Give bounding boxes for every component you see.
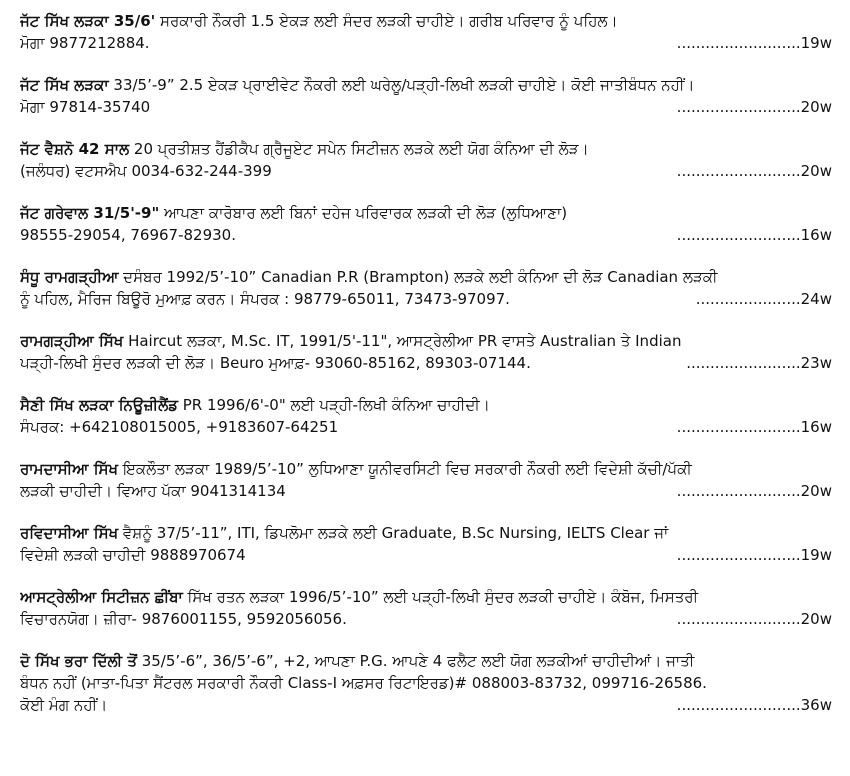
ad-11: [20, 650, 832, 730]
ad-heading: ਸੰਧੂ ਰਾਮਗੜ੍ਹੀਆ: [20, 268, 119, 286]
ad-heading: ਰਾਮਗੜ੍ਹੀਆ ਸਿੱਖ: [20, 332, 124, 350]
ad-last-line: [20, 96, 832, 118]
ad-heading: ਸੈਣੀ ਸਿੱਖ ਲੜਕਾ ਨਿਊਜ਼ੀਲੈਂਡ: [20, 396, 178, 414]
ad-text: ਦਸੰਬਰ 1992/5’-10” Canadian P.R (Brampton) ਲੜਕੇ ਲਈ ਕੰਨਿਆ ਦੀ ਲੋੜ Canadian ਲੜਕੀ: [118, 268, 718, 286]
ad-line: [20, 394, 832, 416]
ad-7: [20, 394, 832, 458]
ad-last-line: [20, 288, 832, 310]
ad-last-line: [20, 608, 832, 630]
ad-text: ਵਿਚਾਰਨਯੋਗ। ਜ਼ੀਰਾ- 9876001155, 9592056056.: [20, 610, 347, 628]
ad-line: [20, 458, 832, 480]
ad-text: 35/5’-6”, 36/5’-6”, +2, ਆਪਣਾ P.G. ਆਪਣੇ 4 ਫਲੈਟ ਲਈ ਯੋਗ ਲੜਕੀਆਂ ਚਾਹੀਦੀਆਂ। ਜਾਤੀ: [136, 652, 695, 670]
ad-8: [20, 458, 832, 522]
ad-text: ਲੜਕੀ ਚਾਹੀਦੀ। ਵਿਆਹ ਪੱਕਾ 9041314134: [20, 482, 286, 500]
ad-text: 98555-29054, 76967-82930.: [20, 226, 236, 244]
ad-3: [20, 138, 832, 202]
ad-rate: ......................24w: [695, 290, 832, 308]
ad-6: [20, 330, 832, 394]
ad-rate: ..........................20w: [676, 98, 832, 116]
ad-text: 33/5’-9” 2.5 ਏਕੜ ਪ੍ਰਾਈਵੇਟ ਨੌਕਰੀ ਲਈ ਘਰੇਲੂ/ਪੜ੍ਹੀ-ਲਿਖੀ ਲੜਕੀ ਚਾਹੀਏ। ਕੋਈ ਜਾਤੀਬੰਧਨ ਨਹੀਂ।: [108, 76, 695, 94]
ad-rate: ..........................20w: [676, 610, 832, 628]
ad-text: Haircut ਲੜਕਾ, M.Sc. IT, 1991/5'-11", ਆਸਟ੍ਰੇਲੀਆ PR ਵਾਸਤੇ Australian ਤੇ Indian: [123, 332, 682, 350]
ad-heading: ਰਾਮਦਾਸੀਆ ਸਿੱਖ: [20, 460, 119, 478]
ad-line: [20, 266, 832, 288]
ad-text: ਵੈਸ਼ਨੂੰ 37/5’-11”, ITI, ਡਿਪਲੋਮਾ ਲੜਕੇ ਲਈ Graduate, B.Sc Nursing, IELTS Clear ਜਾਂ: [118, 524, 669, 542]
ad-2: [20, 74, 832, 138]
ad-line: [20, 522, 832, 544]
ad-text: ਸੰਪਰਕ: +642108015005, +9183607-64251: [20, 418, 339, 436]
ad-last-line: [20, 694, 832, 716]
ad-last-line: [20, 416, 832, 438]
ad-rate: ..........................20w: [676, 162, 832, 180]
ad-1: [20, 10, 832, 74]
ad-rate: ........................23w: [686, 354, 832, 372]
ad-rate: ..........................19w: [676, 34, 832, 52]
ad-text: ਨੂੰ ਪਹਿਲ, ਮੈਰਿਜ ਬਿਊਰੋ ਮੁਆਫ਼ ਕਰਨ। ਸੰਪਰਕ : 98779-65011, 73473-97097.: [20, 290, 510, 308]
ad-text: (ਜਲੰਧਰ) ਵਟਸਐਪ 0034-632-244-399: [20, 162, 272, 180]
ad-text: ਵਿਦੇਸ਼ੀ ਲੜਕੀ ਚਾਹੀਦੀ 9888970674: [20, 546, 246, 564]
ad-5: [20, 266, 832, 330]
ad-last-line: [20, 224, 832, 246]
ad-10: [20, 586, 832, 650]
ad-text: ਸਰਕਾਰੀ ਨੌਕਰੀ 1.5 ਏਕੜ ਲਈ ਸੰਦਰ ਲੜਕੀ ਚਾਹੀਏ। ਗਰੀਬ ਪਰਿਵਾਰ ਨੂੰ ਪਹਿਲ।: [155, 12, 618, 30]
ad-rate: ..........................19w: [676, 546, 832, 564]
ad-last-line: [20, 480, 832, 502]
ad-line: [20, 138, 832, 160]
ad-text: ਮੋਗਾ 97814-35740: [20, 98, 151, 116]
ad-rate: ..........................36w: [676, 696, 832, 714]
ad-text: ਬੰਧਨ ਨਹੀਂ (ਮਾਤਾ-ਪਿਤਾ ਸੈਂਟਰਲ ਸਰਕਾਰੀ ਨੌਕਰੀ Class-I ਅਫ਼ਸਰ ਰਿਟਾਇਰਡ)# 088003-83732, 099716-26586.: [20, 674, 707, 692]
ad-heading: ਜੱਟ ਸਿੱਖ ਲੜਕਾ 35/6': [20, 12, 156, 30]
ad-line: [20, 586, 832, 608]
ad-heading: ਦੋ ਸਿੱਖ ਭਰਾ ਦਿੱਲੀ ਤੋਂ: [20, 652, 137, 670]
ad-last-line: [20, 160, 832, 182]
ad-line: [20, 330, 832, 352]
ad-heading: ਆਸਟ੍ਰੇਲੀਆ ਸਿਟੀਜ਼ਨ ਛੀਂਬਾ: [20, 588, 183, 606]
ad-line: [20, 74, 832, 96]
ad-heading: ਜੱਟ ਵੈਸ਼ਨੋ 42 ਸਾਲ: [20, 140, 130, 158]
ad-text: ਪੜ੍ਹੀ-ਲਿਖੀ ਸੁੰਦਰ ਲੜਕੀ ਦੀ ਲੋੜ। Beuro ਮੁਆਫ਼- 93060-85162, 89303-07144.: [20, 354, 531, 372]
ad-4: [20, 202, 832, 266]
ad-text: 20 ਪ੍ਰਤੀਸ਼ਤ ਹੈਂਡੀਕੈਪ ਗ੍ਰੈਜੂਏਟ ਸਪੇਨ ਸਿਟੀਜ਼ਨ ਲੜਕੇ ਲਈ ਯੋਗ ਕੰਨਿਆ ਦੀ ਲੋੜ।: [129, 140, 589, 158]
ad-heading: ਜੱਟ ਗਰੇਵਾਲ 31/5'-9": [20, 204, 160, 222]
ad-last-line: [20, 544, 832, 566]
ad-rate: ..........................20w: [676, 482, 832, 500]
ad-text: ਇਕਲੌਤਾ ਲੜਕਾ 1989/5’-10” ਲੁਧਿਆਣਾ ਯੂਨੀਵਰਸਿਟੀ ਵਿਚ ਸਰਕਾਰੀ ਨੌਕਰੀ ਲਈ ਵਿਦੇਸ਼ੀ ਕੱਚੀ/ਪੱਕੀ: [118, 460, 692, 478]
ad-heading: ਰਵਿਦਾਸੀਆ ਸਿੱਖ: [20, 524, 119, 542]
ad-last-line: [20, 32, 832, 54]
ad-text: PR 1996/6'-0" ਲਈ ਪੜ੍ਹੀ-ਲਿਖੀ ਕੰਨਿਆ ਚਾਹੀਦੀ।: [177, 396, 490, 414]
ad-last-line: [20, 352, 832, 374]
ad-line: [20, 672, 832, 694]
ad-text: ਮੋਗਾ 9877212884.: [20, 34, 150, 52]
ad-line: [20, 10, 832, 32]
ad-line: [20, 202, 832, 224]
ad-text: ਸਿੱਖ ਰਤਨ ਲੜਕਾ 1996/5’-10” ਲਈ ਪੜ੍ਹੀ-ਲਿਖੀ ਸੁੰਦਰ ਲੜਕੀ ਚਾਹੀਏ। ਕੰਬੋਜ, ਮਿਸਤਰੀ: [182, 588, 699, 606]
ad-line: [20, 650, 832, 672]
ad-rate: ..........................16w: [676, 226, 832, 244]
ad-text: ਕੋਈ ਮੰਗ ਨਹੀਂ।: [20, 696, 108, 714]
ad-9: [20, 522, 832, 586]
ad-heading: ਜੱਟ ਸਿੱਖ ਲੜਕਾ: [20, 76, 109, 94]
ad-rate: ..........................16w: [676, 418, 832, 436]
ad-text: ਆਪਣਾ ਕਾਰੋਬਾਰ ਲਈ ਬਿਨਾਂ ਦਹੇਜ ਪਰਿਵਾਰਕ ਲੜਕੀ ਦੀ ਲੋੜ (ਲੁਧਿਆਣਾ): [159, 204, 568, 222]
